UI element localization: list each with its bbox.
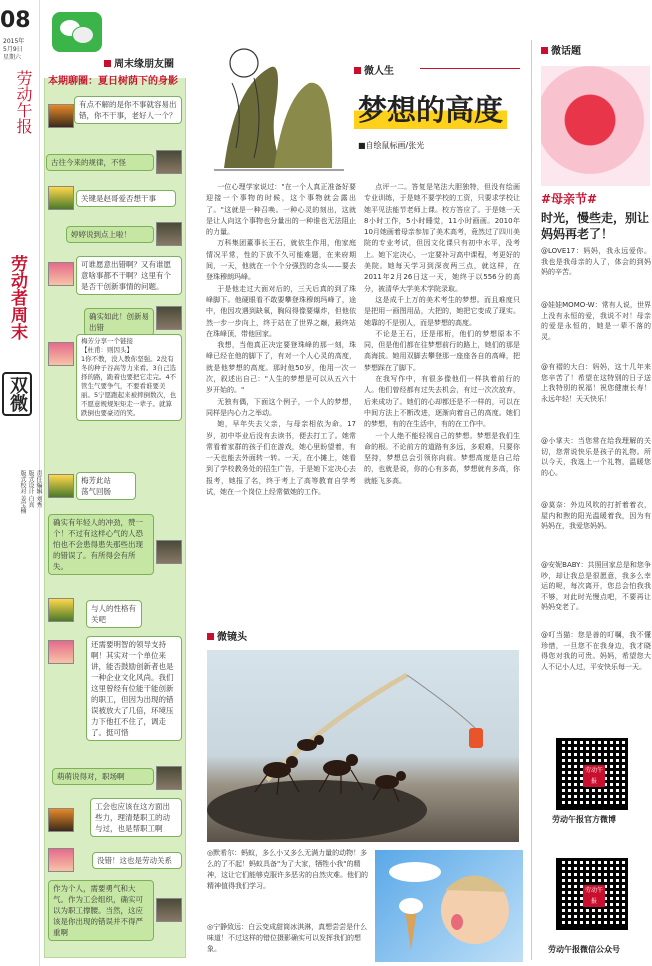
avatar <box>48 104 74 128</box>
paragraph: 点评一二。答复是笔法大胆独特，但没有绘画专业训练，于是她不要学校的工资，只要求学校让她平见法能节老师上课。校方答应了。于是她一天8小时工作，5小时睡觉，11小时画画。2010年10月她画着母亲参加了美术高考，竟然过了四川美院的专业考试，但因文化课只有初中水平，没考上。她下定决心，一定要补习高中课程，考更好的美院。她每天学习到深夜两三点，就这样，在2011年2月26日这一天，她终于以556分的高分，被清华大学美术学院录取。 <box>364 183 520 293</box>
avatar <box>48 808 74 832</box>
paragraph: 不论是王石，还是邢桁，他们的梦想原本不同，但是他们都在往梦想前行的路上，她们的那是高海拔。她用双脚去攀登那一座座各自的高峰，把梦想踩在了脚下。 <box>364 329 520 372</box>
avatar <box>48 474 74 498</box>
ants-illustration <box>207 650 519 842</box>
paragraph: 于是他走过大面对后的，三天后真的到了珠峰脚下。他硬眼看不敢要攀登珠穆朗玛峰了，途中，他因攻遇到缺氧，胸闷得像要爆炸，但他依然一步一步向上，终于站在了世界之巅，最终站在珠峰顶，带他回家。 <box>206 284 356 338</box>
qr-logo: 劳动午报 <box>584 767 603 785</box>
micro-lens-section-title: 微镜头 <box>207 628 247 643</box>
wechat-icon <box>52 12 102 52</box>
avatar <box>48 342 74 366</box>
avatar <box>48 848 74 872</box>
chat-message: 关键是赵哥爱否想干事 <box>76 190 176 207</box>
child-icecream-photo <box>375 850 523 962</box>
qr-logo: 劳动午报 <box>584 887 603 905</box>
topic-hashtag[interactable]: #母亲节# <box>541 192 598 206</box>
chat-message: 婷婷说到点上啦！ <box>66 226 154 243</box>
paragraph: 在我写作中，有很多像他们一样执着前行的人。他们曾经都有过失去机会，有过一次次放弃，后来成功了。她们的心却都还是不一样的，可以在中间方法上不断改进，逐渐向着自己的高度。她们的梦想，有的在生活中，有的在工作中。 <box>364 375 520 429</box>
weibo-post: @安妮BABY：共照回家总是和您争吵，却让我总是很愿意，我多么幸运的呢，每次离开，您总会怕我我不够，对此时光慢点吧，不要再让妈妈变老了。 <box>541 561 651 611</box>
chat-message: 作为个人，需要勇气和大气。作为工会组织，确实可以为职工撑腰。当然，这应该是你出现的错误并不得严重啊 <box>48 880 154 941</box>
paragraph: 一位心理学家说过："在一个人真正准备好要迎接一个事物的时候，这个事物就会露出了。"这就是一种召唤。一种心灵的刻出，这就是让人向这个事物也分量出的一种谁也无法阻止的力量。 <box>206 183 356 237</box>
photo-caption-2: ◎宁静致远：白云变成甜筒冰淇淋，真想尝尝是什么味道！不过这样的错位摄影确实可以发挥我们的想象。 <box>207 923 368 953</box>
paragraph: 万科集团董事长王石，就依生作用，他家庭情况平常，性的下放不久可能难题，在来府期间，一天，他就在一个个分强烈的念头——要去登珠穆朗玛峰。 <box>206 239 356 282</box>
chat-message: 工会也应该在这方面出些力，理清楚职工的动与过，也是帮职工啊 <box>90 798 182 837</box>
chat-topic <box>48 72 184 87</box>
wechat-qr-caption: 劳动午报微信公众号 <box>548 945 620 954</box>
chat-message: 还需要明智的领导支持啊！其实对一个单位来讲，能否鼓励创新者也是一种企业文化风尚。我们这里曾经有位能干能创新的职工，但因为出现的错误被放大了几倍，环境压力下他扛不住了，调走了。挺可惜 <box>86 636 182 741</box>
avatar <box>156 222 182 246</box>
paragraph: 一个人绝不能轻视自己的梦想。梦想是我们生命的根。不论前方的道路有多远，多艰难，只要你坚持，梦想总会引领你向前。梦想高度是自己给的，也就是说，你的心有多高，梦想就有多高，你就能飞多高。 <box>364 431 520 485</box>
article-byline: ■自绘鼠标画/张光 <box>358 141 425 150</box>
photo-caption-1: ◎默希尔：蚂蚁，多么小又多么无满力量的动物！多么的了不起！蚂蚁具备"为了大家，牺牲小我"的精神，这让它们能够克服许多恶劣的自然灾难。他们的精神值得我们学习。 <box>207 849 368 890</box>
chat-message: 梅芳此站 荡气回肠 <box>76 472 136 500</box>
chat-message: 确实有年轻人的冲劲，赞一个！不过有这样心气的人恐怕也不会患得患失那些出现的错误了。有所得会有所失。 <box>48 514 154 575</box>
chat-message: 确实如此！创新易出错 <box>84 308 154 336</box>
page-number: 08 <box>0 8 31 33</box>
staff-credits: 责任编辑 刘秀 版式设计 白真 版式校对 姜宝楠 <box>19 470 42 514</box>
paragraph: 我想，当他真正决定要登珠峰的那一刻，珠峰已经在他的脚下了，有对一个人心灵的高度，就是他梦想的高度。那时他50岁，他用一次一次，叙述出自己："人生的梦想是可以从五六十岁开始的。" <box>206 341 356 395</box>
column-divider <box>531 40 532 960</box>
weibo-post: @莫奈：外边风吹的打折着着衣，屋内和煦的阳光温暖着我，因为有妈妈在，我爱您妈妈。 <box>541 501 651 530</box>
avatar <box>48 262 74 286</box>
topic-text: 夏日树荫下的身影 <box>98 76 178 87</box>
avatar <box>156 540 182 564</box>
chat-message: 古往今来的规律，不怪 <box>46 154 154 171</box>
avatar <box>156 766 182 790</box>
chat-message: 萌萌说得对，职场啊 <box>52 768 154 785</box>
friends-section-title: 周末缘朋友圈 <box>104 55 174 70</box>
sketch-illustration <box>214 28 344 178</box>
issue-date: 2015年 5月9日 星期六 <box>3 38 25 61</box>
chat-message: 与人的性格有关吧 <box>86 600 142 628</box>
article-column-2 <box>364 182 520 487</box>
child-illustration <box>375 850 523 962</box>
weibo-qr-caption: 劳动午报官方微博 <box>552 815 616 824</box>
topic-headline: 时光，慢些走，别让妈妈再老了！ <box>541 211 650 241</box>
weibo-post: @LOVE17：妈妈，我永远爱你。我也是我母亲的人了，体会的到妈妈的辛苦。 <box>541 247 651 276</box>
column-name: 劳动者周末 <box>7 255 27 340</box>
article-section-title: 微人生 <box>354 62 394 77</box>
newspaper-logo: 劳动午报 <box>14 70 33 134</box>
section-rule <box>420 68 520 69</box>
article-column-1 <box>206 182 356 498</box>
ants-photo <box>207 650 519 842</box>
paragraph: 她，早年失去父亲，与母亲相依为命。17岁，初中毕业后没有去读书，便去打工了。她常常看着家群的孩子们在游戏，她心里盼望着，有一天也能去外面转一转。一天，在小摊上，她看到了学校教务处的招生广告，于是她下定决心去报考，她报了名，终于考上了高等教育自学考试，她在一个岗位上经常做她的工作。 <box>206 420 356 497</box>
avatar <box>156 150 182 174</box>
avatar <box>48 186 74 210</box>
micro-topic-section-title: 微话题 <box>541 42 581 57</box>
carnation-photo <box>541 66 650 186</box>
avatar <box>156 898 182 922</box>
chat-message: 没错！这也是劳动关系 <box>92 852 182 869</box>
chat-message: 可谁愿意出错啊？又有谁愿意啥事都不干啊？这里有个是否干创新事情的问题。 <box>76 256 182 295</box>
avatar <box>156 306 182 330</box>
shared-link-message[interactable]: 梅芳分享一个链接 【杜甫：则因头】 1你不教，没人教你坚强。2没有冬的种子谷高等力来看。3自己选择的路，跪着也要把它走完。4不管生气要争气，不要看谁要美丽。5宁愿跑起来被摔倒数次，也不愿意规规矩矩走一辈子。就算跌倒也要豪迈的笑。 <box>76 334 182 421</box>
weibo-post: @叮当猫：您是善的叮嘱，我不懂珍惜，一旦您不在我身边，我才晓得您对我的可贵。妈妈，希望您大人不记小人过，平安快乐每一天。 <box>541 631 651 671</box>
chat-message: 有点不解的是你不事就容易出错，你不干事，老好人一个？ <box>74 96 182 124</box>
edition-name: 双微 <box>2 372 32 416</box>
topic-label: 本期聊圈： <box>48 76 98 87</box>
weibo-post: @娃娃MOMO-W：常有人说，世界上没有永恒的爱，我说不对！母亲的爱是永恒的，她是一辈不落的灵。 <box>541 301 651 341</box>
article-title: 梦想的高度 <box>354 88 507 129</box>
avatar <box>48 640 74 664</box>
paragraph: 这是成千上万的美术考生的梦想。而且难度只是把用一画图用品，大把的，她把它变成了现实。她靠的不是别人，而是梦想的高度。 <box>364 295 520 327</box>
avatar <box>48 598 74 622</box>
paragraph: 无独有偶，下面这个例子，一个人的梦想，同样是内心力之举动。 <box>206 397 356 417</box>
weibo-post: @小掌夫：当您常在给我理解的关切，您常说快乐是孩子的礼物。所以今天，我选上一个礼物，温暖您的心。 <box>541 437 651 477</box>
weibo-post: @有褶的大白：妈妈，这十几年来您辛苦了！希望在这特别的日子送上我特别的祝福！祝您健康长寿！永远年轻！天天快乐！ <box>541 363 651 403</box>
